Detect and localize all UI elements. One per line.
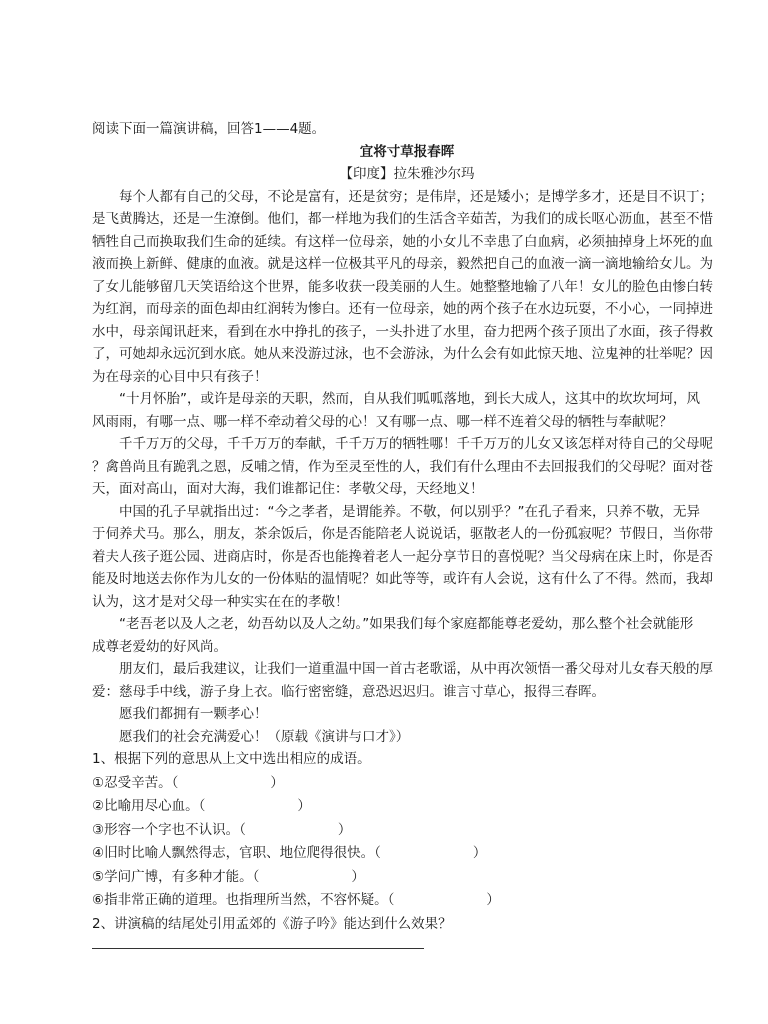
question-item-close: ） bbox=[486, 892, 500, 908]
question-1-items bbox=[92, 772, 722, 913]
paragraph-line: 每个人都有自己的父母，不论是富有，还是贫穷；是伟岸，还是矮小；是博学多才，还是目不识丁； bbox=[119, 188, 713, 205]
question-item-text: ⑥指非常正确的道理。也指理所当然，不容怀疑。（ bbox=[92, 892, 395, 908]
question-2-stem: 2、讲演稿的结尾处引用孟郊的《游子吟》能达到什么效果？ bbox=[92, 915, 452, 932]
question-1-item bbox=[92, 889, 722, 913]
question-item-close: ） bbox=[351, 868, 365, 885]
paragraph-line: 了，可她却永远沉到水底。她从来没游过泳，也不会游泳，为什么会有如此惊天地、泣鬼神的壮举呢？因 bbox=[92, 346, 713, 362]
paragraph-line: 为红润，而母亲的面色却由红润转为惨白。还有一位母亲，她的两个孩子在水边玩耍，不小心，一同掉进 bbox=[92, 301, 713, 317]
paragraph-line: ？禽兽尚且有跪乳之恩，反哺之情，作为至灵至性的人，我们有什么理由不去回报我们的父母呢？面对苍 bbox=[92, 458, 713, 475]
question-1-item bbox=[92, 842, 722, 866]
document-page bbox=[92, 118, 722, 949]
paragraph-line: 为在母亲的心目中只有孩子！ bbox=[92, 368, 268, 385]
reading-instruction: 阅读下面一篇演讲稿，回答1——4题。 bbox=[92, 121, 326, 137]
paragraph-line: 牺牲自己而换取我们生命的延续。有这样一位母亲，她的小女儿不幸患了白血病，必须抽掉身上坏死的血 bbox=[92, 233, 713, 250]
paragraph-line: 成尊老爱幼的好风尚。 bbox=[92, 638, 227, 655]
answer-line[interactable] bbox=[92, 948, 424, 949]
paragraph-line: “老吾老以及人之老，幼吾幼以及人之幼。”如果我们每个家庭都能尊老爱幼，那么整个社会就能形 bbox=[119, 616, 694, 632]
paragraph-line: 液而换上新鲜、健康的血液。就是这样一位极其平凡的母亲，毅然把自己的血液一滴一滴地输给女儿。为 bbox=[92, 256, 713, 272]
paragraph-line: 朋友们，最后我建议，让我们一道重温中国一首古老歌谣，从中再次领悟一番父母对儿女春天般的厚 bbox=[119, 661, 713, 677]
paragraph-line: 天，面对高山，面对大海，我们谁都记住：孝敬父母，天经地义！ bbox=[92, 481, 484, 497]
paragraph-line: 认为，这才是对父母一种实实在在的孝敬！ bbox=[92, 593, 349, 610]
question-1-stem: 1、根据下列的意思从上文中选出相应的成语。 bbox=[92, 751, 371, 767]
question-1-item bbox=[92, 795, 722, 819]
speech-author: 【印度】拉朱雅沙尔玛 bbox=[339, 166, 475, 182]
paragraph-line: 是飞黄腾达，还是一生潦倒。他们，都一样地为我们的生活含辛茹苦，为我们的成长呕心沥血，甚至不惜 bbox=[92, 211, 713, 227]
paragraph-line: “十月怀胎”，或许是母亲的天职，然而，自从我们呱呱落地，到长大成人，这其中的坎坎坷坷，风 bbox=[119, 391, 700, 407]
question-item-text: ①忍受辛苦。（ bbox=[92, 774, 179, 791]
question-item-text: ③形容一个字也不认识。（ bbox=[92, 821, 246, 838]
question-item-close: ） bbox=[270, 774, 284, 791]
question-item-text: ⑤学问广博，有多种才能。（ bbox=[92, 868, 260, 885]
question-item-close: ） bbox=[337, 821, 352, 838]
question-item-close: ） bbox=[297, 798, 311, 814]
question-1-item bbox=[92, 866, 722, 890]
paragraph-line: 着夫人孩子逛公园、进商店时，你是否也能搀着老人一起分享节日的喜悦呢？当父母病在床上时，你是否 bbox=[92, 548, 713, 565]
speech-title: 宜将寸草报春晖 bbox=[359, 143, 455, 160]
paragraph-line: 了女儿能够留几天笑语给这个世界，能多收获一段美丽的人生。她整整地输了八年！女儿的脸色由惨白转 bbox=[92, 278, 713, 295]
paragraph-line: 爱：慈母手中线，游子身上衣。临行密密缝，意恐迟迟归。谁言寸草心，报得三春晖。 bbox=[92, 683, 605, 700]
question-1-item bbox=[92, 772, 722, 796]
speech-body bbox=[92, 186, 722, 749]
paragraph-line: 愿我们的社会充满爱心！（原载《演讲与口才》） bbox=[119, 728, 410, 745]
paragraph-line: 于伺养犬马。那么，朋友，茶余饭后，你是否能陪老人说说话，驱散老人的一份孤寂呢？节假日，当你带 bbox=[92, 526, 713, 542]
question-item-close: ） bbox=[472, 845, 487, 861]
question-item-text: ②比喻用尽心血。（ bbox=[92, 798, 206, 814]
paragraph-line: 千千万万的父母，千千万万的奉献，千千万万的牺牲哪！千千万万的儿女又该怎样对待自己的父母呢 bbox=[119, 436, 713, 452]
question-item-text: ④旧时比喻人飘然得志，官职、地位爬得很快。（ bbox=[92, 845, 381, 861]
paragraph-line: 能及时地送去你作为儿女的一份体贴的温情呢？如此等等，或许有人会说，这有什么了不得。然而，我却 bbox=[92, 571, 713, 587]
paragraph-line: 愿我们都拥有一颗孝心！ bbox=[119, 706, 268, 722]
paragraph-line: 中国的孔子早就指出过：“今之孝者，是谓能养。不敬，何以别乎？”在孔子看来，只养不敬，无异 bbox=[119, 503, 700, 520]
paragraph-line: 风雨雨，有哪一点、哪一样不牵动着父母的心！又有哪一点、哪一样不连着父母的牺牲与奉献呢？ bbox=[92, 413, 673, 430]
paragraph-line: 水中，母亲闻讯赶来，看到在水中挣扎的孩子，一头扑进了水里，奋力把两个孩子顶出了水面，孩子得救 bbox=[92, 323, 713, 340]
question-1-item bbox=[92, 819, 722, 843]
